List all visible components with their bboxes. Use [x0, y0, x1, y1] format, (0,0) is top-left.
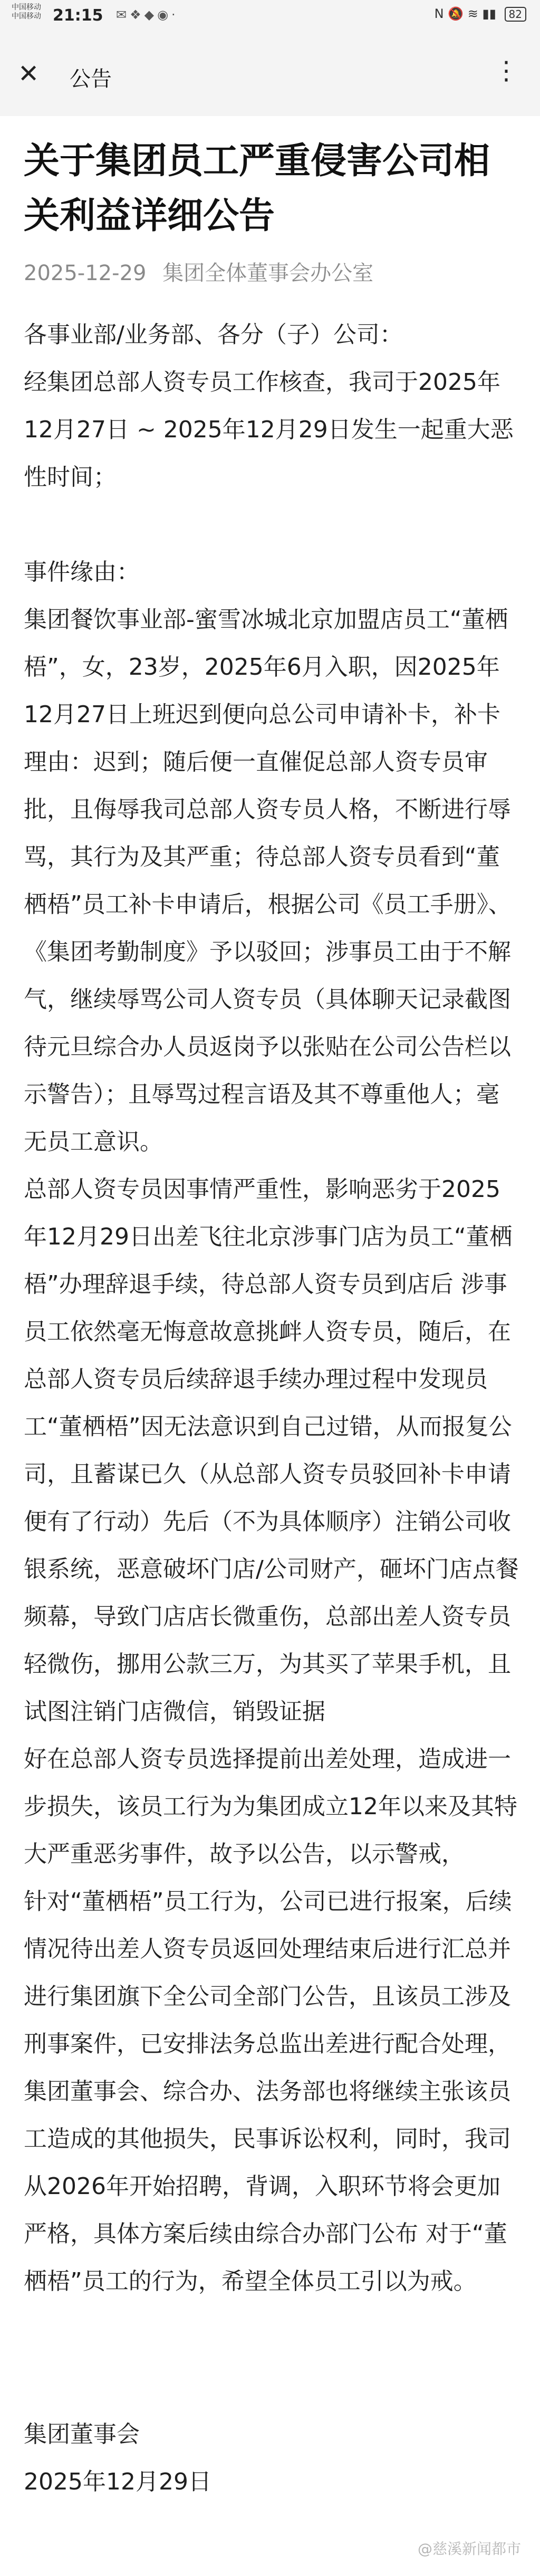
chat-icon: ◉ — [157, 7, 172, 22]
article-date: 2025-12-29 — [24, 261, 147, 285]
bell-off-icon: 🔕 — [448, 6, 464, 21]
article-author[interactable]: 集团全体董事会办公室 — [162, 261, 374, 285]
signature-name: 集团董事会 — [24, 2421, 140, 2448]
status-right — [435, 6, 526, 22]
mail-icon: ✉ — [116, 7, 130, 22]
status-time: 21:15 — [53, 6, 103, 25]
wifi-icon: ≋ — [467, 6, 478, 21]
article-meta — [24, 256, 383, 286]
carrier-2: 中国移动 — [12, 12, 41, 21]
app-icon: ◆ — [144, 7, 158, 22]
paragraph-dismissal: 总部人资专员因事情严重性，影响恶劣于2025年12月29日出差飞往北京涉事门店为员工“董栖梧”办理辞退手续，待总部人资专员到店后 涉事员工依然毫无悔意故意挑衅人资专员，随后，在总部人资专员后续辞退手续办理过程中发现员工“董栖梧”因无法意识到自己过错，从而报复公司，且蓄谋已久（从总部人资专员驳回补卡申请便有了行动）先后（不为具体顺序）注销公司收银系统，恶意破坏门店/公司财产，砸坏门店点餐频幕，导致门店店长微重伤，总部出差人资专员轻微伤，挪用公款三万，为其买了苹果手机，且试图注销门店微信，销毁证据 — [24, 1176, 519, 1725]
paragraph-warning: 好在总部人资专员选择提前出差处理，造成进一步损失，该员工行为为集团成立12年以来及其特大严重恶劣事件，故予以公告，以示警戒， — [24, 1746, 517, 1868]
watermark: @慈溪新闻都市 — [417, 2540, 521, 2558]
nfc-icon: N — [434, 6, 444, 21]
paragraph-intro: 经集团总部人资专员工作核查，我司于2025年12月27日 ~ 2025年12月29日发生一起重大恶性时间； — [24, 369, 514, 491]
signature-date: 2025年12月29日 — [24, 2468, 211, 2495]
carrier-1: 中国移动 — [12, 3, 41, 12]
nav-bar — [0, 32, 540, 116]
carrier-label — [12, 3, 41, 21]
paragraph-cause: 集团餐饮事业部-蜜雪冰城北京加盟店员工“董栖梧”，女，23岁，2025年6月入职，因2025年12月27日上班迟到便向总公司申请补卡，补卡理由：迟到；随后便一直催促总部人资专员审批，且侮辱我司总部人资专员人格，不断进行辱骂，其行为及其严重；待总部人资专员看到“董栖梧”员工补卡申请后，根据公司《员工手册》、《集团考勤制度》予以驳回；涉事员工由于不解气，继续辱骂公司人资专员（具体聊天记录截图待元旦综合办人员返岗予以张贴在公司公告栏以示警告）；且辱骂过程言语及其不尊重他人；毫无员工意识。 — [24, 606, 512, 1155]
signal-icon: ▮▮ — [482, 6, 496, 21]
close-icon[interactable]: ✕ — [18, 59, 40, 89]
article-title: 关于集团员工严重侵害公司相关利益详细公告 — [24, 140, 490, 237]
paragraph-spacer — [24, 501, 522, 549]
more-options-icon[interactable]: ⋮ — [494, 56, 519, 85]
bird-icon: ❖ — [130, 7, 144, 22]
more-dots-icon: · — [171, 7, 179, 22]
notification-icons — [116, 7, 179, 22]
status-bar — [0, 0, 540, 32]
paragraph-cause-heading: 事件缘由： — [24, 559, 140, 586]
article-body — [24, 311, 522, 2305]
paragraph-actions: 针对“董栖梧”员工行为，公司已进行报案，后续情况待出差人资专员返回处理结束后进行汇总并进行集团旗下全公司全部门公告，且该员工涉及刑事案件，已安排法务总监出差进行配合处理，集团董事会、综合办、法务部也将继续主张该员工造成的其他损失，民事诉讼权利，同时，我司从2026年开始招聘，背调，入职环节将会更加严格，具体方案后续由综合办部门公布 对于“董栖梧”员工的行为，希望全体员工引以为戒。 — [24, 1888, 512, 2295]
paragraph-greeting: 各事业部/业务部、各分（子）公司： — [24, 321, 403, 348]
signature-block — [24, 2411, 211, 2506]
battery-icon: 82 — [505, 7, 526, 22]
nav-title: 公告 — [70, 67, 112, 91]
